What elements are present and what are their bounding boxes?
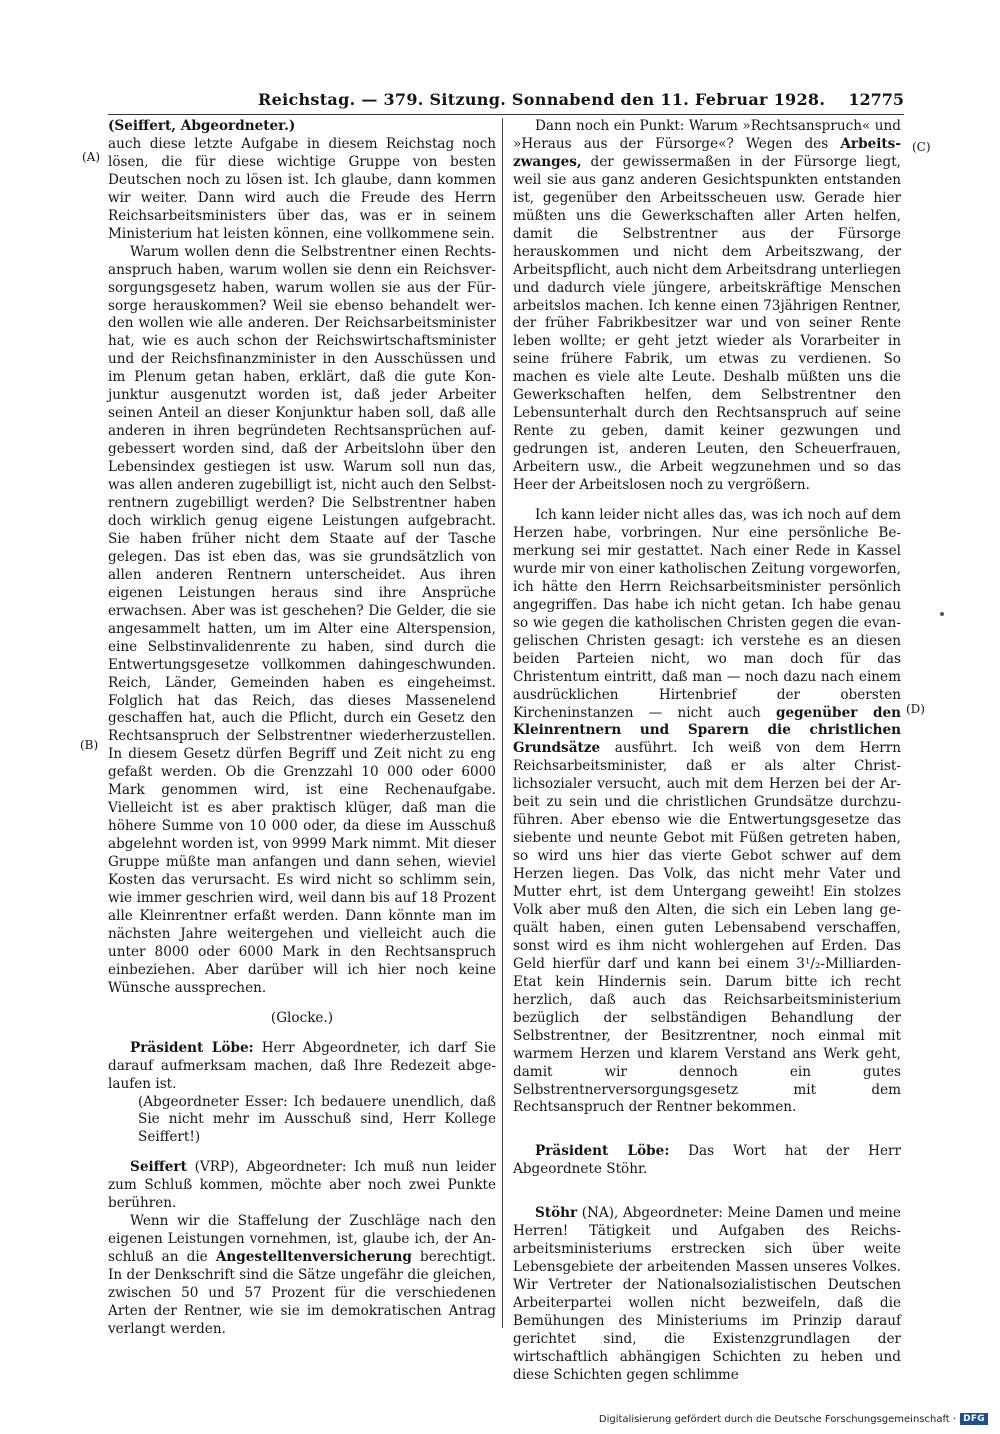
margin-dot — [940, 612, 944, 616]
bold-term-angestelltenversicherung: Angestelltenversicherung — [215, 1249, 412, 1266]
speaker-continued: (Seiffert, Abgeordneter.) — [108, 118, 296, 134]
bell-note: (Glocke.) — [270, 1009, 334, 1026]
right-paragraph-1: Dann noch ein Punkt: Warum »Rechtsanspruch« und »Heraus aus der Fürsorge«? Wegen des Arbeitszwanges, der gewissermaßen in der Fürsorge liegt, weil sie aus ganz anderen Gesichtspunkten entstanden ist, gegenüber den Arbeitsscheuen usw. Gerade hier müßten uns die Gewerkschaften aller Arten helfen, damit die Selbstrentner aus der Fürsorge herauskommen und nicht dem Arbeitszwang, der Arbeitspflicht, auch nicht dem Arbeitsdrang unterliegen und dadurch viele jüngere, arbeitskräftige Menschen arbeitslos machen. Ich kenne einen 73jährigen Rentner, der früher Fabrikbesitzer war und von seiner Rente leben wollte; er geht jetzt wieder als Vorarbeiter in seine frühere Fabrik, um etwas zu verdienen. So machen es viele alte Leute. Deshalb müßten uns die Gewerkschaften helfen, dem Selbstrentner den Lebensunterhalt durch den Rechtsanspruch auf seine Rente zu geben, damit keiner gezwungen und gedrungen ist, anderen Leuten, den Scheuerfrauen, Arbeitern usw., die Arbeit wegzunehmen und so das Heer der Arbeitslosen noch zu vergrößern. — [513, 118, 901, 494]
stoehr-name: Stöhr — [535, 1205, 578, 1222]
president-announcement — [513, 1143, 901, 1179]
margin-marker-d: (D) — [906, 702, 925, 716]
stoehr-speech — [513, 1205, 901, 1385]
right-paragraph-2: Ich kann leider nicht alles das, was ich noch auf dem Herzen habe, vorbringen. Nur eine persönliche Bemerkung sei mir gestattet. Nach einer Rede in Kassel wurde mir von einer katholischen Zeitung vorgeworfen, ich hätte den Herrn Reichsarbeitsminister persönlich angegriffen. Das habe ich nicht getan. Ich habe genau so wie gegen die katholischen Christen gegen die evangelischen Christen gesagt: ich verstehe es an diesen beiden Parteien nicht, wo man doch für das Christentum eintritt, daß man — noch dazu nach einem ausdrücklichen Hirtenbrief der obersten Kircheninstanzen — nicht auch gegenüber den Kleinrentnern und Sparern die christlichen Grundsätze ausführt. Ich weiß von dem Herrn Reichsarbeitsminister, daß er als alter Christlichsozialer versucht, auch mit dem Herzen bei der Arbeit zu sein und die christlichen Grundsätze durchzuführen. Aber ebenso wie die Entwertungsgesetze das siebente und neunte Gebot mit Füßen getreten haben, so wird uns hier das vierte Gebot schwer auf dem Herzen liegen. Das Volk, das nicht mehr Vater und Mutter ehrt, ist dem Untergang geweiht! Ein stolzes Volk aber muß den Alten, die sich ein Leben lang gequält haben, einen guten Lebensabend verschaffen, sonst wird es ihm nicht wohlergehen auf Erden. Das Geld hierfür darf und kann bei einem 3¹/₂-Milliarden-Etat kein Hindernis sein. Darum bitte ich recht herzlich, daß auch das Reichsarbeitsministerium bezüglich der selbständigen Behandlung der Selbstrentner, der Besitzrentner, noch einmal mit warmem Herzen und klarem Verstand ans Werk geht, damit wir dennoch ein gutes Selbstrentnerversorgungsgesetz mit dem Rechtsanspruch der Rentner bekommen. — [513, 507, 901, 1116]
footer-text: Digitalisierung gefördert durch die Deutsche Forschungsgemeinschaft · — [598, 1413, 957, 1425]
president-text: Herr Abgeordneter, ich darf Sie darauf aufmerksam machen, daß Ihre Redezeit abgelaufen ist. — [108, 1039, 496, 1092]
seiffert-remark — [108, 1159, 496, 1213]
president-remark — [108, 1040, 496, 1094]
seiffert-text: (VRP), Abgeordneter: Ich muß nun leider zum Schluß kommen, möchte aber noch zwei Punkte berühren. — [108, 1159, 497, 1212]
president-name-right: Präsident Löbe: — [535, 1143, 670, 1160]
dfg-logo: DFG — [960, 1413, 988, 1425]
left-paragraph-1: auch diese letzte Aufgabe in diesem Reichstag noch lösen, die für diese wichtige Gruppe von besten Deutschen noch zu lösen ist. Ich glaube, dann kommen wir weiter. Dann wird auch die Freude des Herrn Reichsarbeitsministers über das, was er in seinem Ministerium hat leisten können, eine vollkommene sein. — [108, 135, 496, 242]
page-header — [108, 90, 904, 115]
seiffert-name: Seiffert — [130, 1159, 187, 1176]
left-column — [108, 118, 496, 1339]
bold-term-arbeitszwang: Arbeitszwanges, — [513, 135, 901, 170]
margin-marker-b: (B) — [80, 738, 99, 752]
footer-credit — [599, 1413, 988, 1425]
margin-marker-a: (A) — [82, 150, 101, 164]
interjection: (Abgeordneter Esser: Ich bedauere unendlich, daß Sie nicht mehr im Ausschuß sind, Herr Kollege Seiffert!) — [138, 1093, 496, 1146]
president-name: Präsident Löbe: — [130, 1039, 254, 1056]
page-number: 12775 — [848, 90, 904, 109]
column-divider — [502, 118, 503, 1328]
right-column — [513, 118, 901, 1385]
header-title: Reichstag. — 379. Sitzung. Sonnabend den 11. Februar 1928. — [258, 90, 826, 109]
bold-term-grundsaetze: gegenüber den Kleinrentnern und Sparern die christlichen Grundsätze — [513, 704, 901, 757]
left-paragraph-2: Warum wollen denn die Selbstrentner einen Rechtsanspruch haben, warum wollen sie denn ein Reichsversorgungsgesetz haben, warum wollen sie aus der Fürsorge herauskommen? Weil sie ebenso behandelt werden wollen wie alle anderen. Der Reichsarbeitsminister hat, wie es auch schon der Reichswirtschaftsminister und der Reichsfinanzminister in den Ausschüssen und im Plenum getan haben, erklärt, daß die gute Konjunktur ausgenutzt worden ist, daß jeder Arbeiter seinen Anteil an dieser Konjunktur haben soll, daß alle anderen in ihren begründeten Rechtsansprüchen aufgebessert worden sind, daß der Arbeitslohn über den Lebensindex gestiegen ist usw. Warum soll nun das, was allen anderen zugebilligt ist, nicht auch den Selbstrentnern zugebilligt werden? Die Selbstrentner haben doch wirklich genug eigene Leistungen aufgebracht. Sie haben früher nicht dem Staate auf der Tasche gelegen. Das ist eben das, was sie grundsätzlich von allen anderen Rentnern unterscheidet. Aus ihren eigenen Leistungen heraus sind ihre Ansprüche erwachsen. Aber was ist geschehen? Die Gelder, die sie angesammelt hatten, um im Alter eine Alterspension, eine Selbstinvalidenrente zu haben, sind durch die Entwertungsgesetze vollkommen dahingeschwunden. Reich, Länder, Gemeinden haben es eingeheimst. Folglich hat das Reich, das dieses Massenelend geschaffen hat, auch die Pflicht, durch ein Gesetz den Rechtsanspruch der Selbstrentner wiederherzustellen. In diesem Gesetz dürfen Begriff und Zeit nicht zu eng gefaßt werden. Ob die Grenzzahl 10 000 oder 6000 Mark genommen wird, ist eine Rechenaufgabe. Vielleicht ist es aber praktisch klüger, daß man die höhere Summe von 10 000 oder, da diese im Ausschuß abgelehnt worden ist, von 9999 Mark nimmt. Mit dieser Gruppe müßte man anfangen und dann sehen, wieviel Kosten das verursacht. Es wird nicht so schlimm sein, wie immer geschrien wird, weil dann bis auf 18 Prozent alle Kleinrentner erfaßt werden. Dann könnte man im nächsten Jahre weitergehen und vielleicht auch die unter 8000 oder 6000 Mark in den Rechtsanspruch einbeziehen. Aber darüber will ich hier noch keine Wünsche aussprechen. — [108, 243, 496, 996]
stoehr-text: (NA), Abgeordneter: Meine Damen und meine Herren! Tätigkeit und Aufgaben des Reichsarbeitsministeriums erstrecken sich über weite Lebensgebiete der arbeitenden Massen unseres Volkes. Wir Vertreter der Nationalsozialistischen Deutschen Arbeiterpartei wollen nicht bezweifeln, daß die Bemühungen des Ministeriums im Prinzip darauf gerichtet sind, die Existenzgrundlagen der wirtschaftlich abhängigen Schichten zu heben und diese Schichten gegen schlimme — [513, 1205, 901, 1383]
president-announcement-text: Das Wort hat der Herr Abgeordnete Stöhr. — [513, 1143, 902, 1178]
left-paragraph-3: Wenn wir die Staffelung der Zuschläge nach den eigenen Leistungen vornehmen, ist, glaube ich, der Anschluß an die Angestelltenversicherung berechtigt. In der Denkschrift sind die Sätze ungefähr die gleichen, zwischen 50 und 57 Prozent für die verschiedenen Arten der Rentner, wie sie im demokratischen Antrag verlangt werden. — [108, 1213, 497, 1337]
margin-marker-c: (C) — [912, 140, 931, 154]
